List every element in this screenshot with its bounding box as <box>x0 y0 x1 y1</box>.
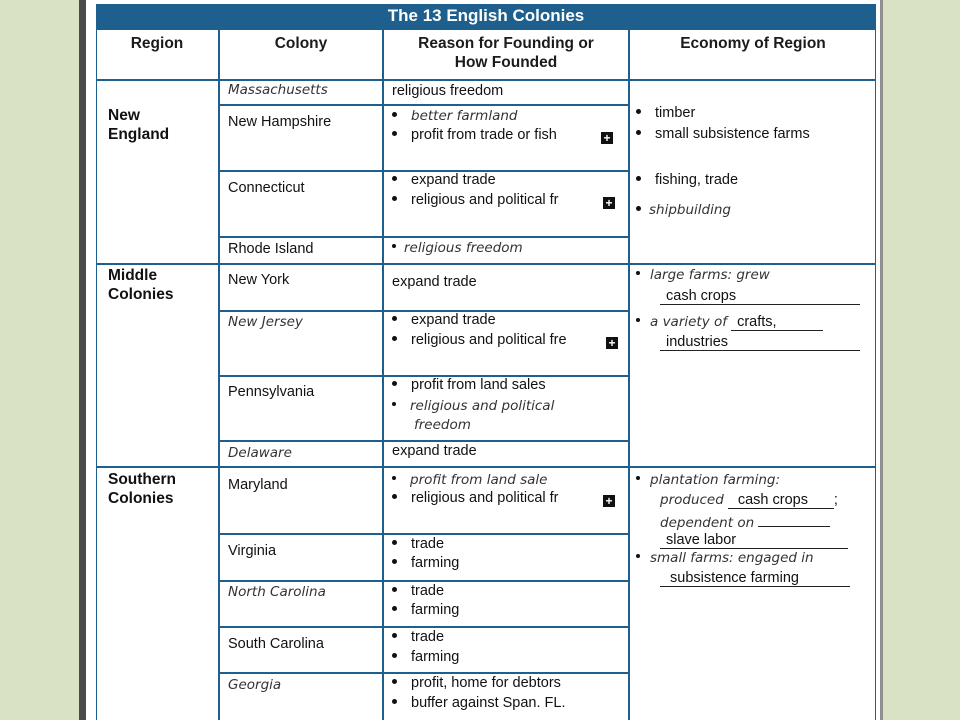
fill-blank <box>660 532 848 549</box>
economy-answer: cash crops <box>737 492 808 508</box>
bullet <box>392 381 397 386</box>
reason-item <box>392 583 444 599</box>
bullet <box>636 206 641 211</box>
bullet <box>392 131 397 136</box>
bullet <box>636 554 640 558</box>
bullet <box>392 679 397 684</box>
colony-connecticut: Connecticut <box>228 180 305 196</box>
region-label: England <box>108 126 170 143</box>
bullet <box>636 176 641 181</box>
reason-item <box>392 192 559 208</box>
economy-item <box>660 532 848 549</box>
economy-answer: slave labor <box>666 532 737 548</box>
reason-item <box>392 108 517 124</box>
reason-text: religious and political <box>410 398 555 414</box>
colonies-table <box>96 4 876 720</box>
economy-text: produced <box>660 492 724 508</box>
economy-item <box>660 334 860 351</box>
reason-item <box>392 377 546 393</box>
bullet <box>392 587 397 592</box>
economy-item <box>660 570 850 587</box>
reason-text: better farmland <box>411 108 518 124</box>
reason-text: religious freedom <box>404 240 523 256</box>
reason-item <box>392 127 557 143</box>
bullet <box>636 271 640 275</box>
economy-text: a variety of <box>650 314 728 330</box>
economy-item <box>660 288 860 305</box>
bullet <box>392 494 397 499</box>
grid-line <box>628 28 630 720</box>
reason-text: religious and political fr <box>411 490 559 506</box>
header-colony-label: Colony <box>274 35 328 52</box>
reason-item <box>392 172 496 188</box>
bullet <box>392 633 397 638</box>
reason-text: religious and political fre <box>411 332 567 348</box>
reason-text: freedom <box>414 417 471 433</box>
reason-text: religious and political fr <box>411 192 559 208</box>
bullet <box>392 559 397 564</box>
reason-text: trade <box>411 583 445 599</box>
colony-new-jersey: New Jersey <box>228 314 303 330</box>
economy-item <box>636 126 810 142</box>
reason-text: profit, home for debtors <box>411 675 561 691</box>
economy-item <box>636 202 731 218</box>
bullet <box>636 476 640 480</box>
colony-maryland: Maryland <box>228 477 288 493</box>
colony-rhode-island: Rhode Island <box>228 241 314 257</box>
header-region-label: Region <box>130 35 184 52</box>
bullet <box>392 316 397 321</box>
title-underline <box>96 28 876 30</box>
region-middle-colonies <box>96 266 216 304</box>
fill-blank <box>660 288 860 305</box>
reason-item <box>392 490 559 506</box>
reason-text: expand trade <box>411 312 496 328</box>
bullet <box>636 130 641 135</box>
table-title: The 13 English Colonies <box>96 4 876 28</box>
reason-item <box>392 332 567 348</box>
grid-line <box>218 533 628 535</box>
reason-text: farming <box>411 649 460 665</box>
economy-item <box>660 492 838 509</box>
economy-item <box>636 105 695 121</box>
economy-item <box>636 172 738 188</box>
economy-text: fishing, trade <box>655 172 739 188</box>
bullet <box>392 244 396 248</box>
region-label: Colonies <box>108 490 174 507</box>
economy-answer: subsistence farming <box>670 570 799 586</box>
bullet <box>392 699 397 704</box>
grid-line <box>96 466 876 468</box>
economy-text: dependent on <box>660 515 755 531</box>
economy-item <box>636 472 780 488</box>
bullet <box>392 476 396 480</box>
economy-text: timber <box>655 105 696 121</box>
slide <box>86 0 880 720</box>
bullet <box>392 653 397 658</box>
region-southern-colonies <box>96 470 216 508</box>
grid-line <box>96 263 876 265</box>
header-economy <box>630 31 876 79</box>
reason-item <box>414 417 471 433</box>
reason-item <box>392 695 566 711</box>
economy-item <box>636 314 823 331</box>
reason-item <box>392 602 459 618</box>
economy-text: shipbuilding <box>649 202 731 218</box>
expand-icon[interactable]: + <box>603 197 615 209</box>
economy-item <box>636 550 814 566</box>
bullet <box>392 540 397 545</box>
economy-text: small farms: engaged in <box>650 550 814 566</box>
grid-line <box>218 104 628 106</box>
colony-new-york: New York <box>228 272 290 288</box>
bullet <box>636 318 640 322</box>
bullet <box>392 112 397 117</box>
economy-answer: cash crops <box>666 288 737 304</box>
bullet <box>392 176 397 181</box>
grid-line <box>382 28 384 720</box>
colony-north-carolina: North Carolina <box>228 584 326 600</box>
reason-text: trade <box>411 629 445 645</box>
reason-text: expand trade <box>392 274 477 290</box>
bullet <box>636 109 641 114</box>
header-economy-label: Economy of Region <box>680 35 826 52</box>
colony-georgia: Georgia <box>228 677 282 693</box>
reason-text: religious freedom <box>392 83 504 99</box>
reason-item <box>392 536 444 552</box>
header-reason-line1: Reason for Founding or <box>418 35 594 52</box>
reason-item <box>392 555 459 571</box>
grid-line <box>875 28 876 720</box>
fill-blank <box>660 570 850 587</box>
header-reason-line2: How Founded <box>454 54 558 71</box>
economy-answer: industries <box>666 334 729 350</box>
slide-left-border <box>79 0 86 720</box>
reason-text: farming <box>411 602 460 618</box>
reason-text: profit from land sale <box>410 472 548 488</box>
region-label: Middle <box>108 267 158 284</box>
colony-new-hampshire: New Hampshire <box>228 114 332 130</box>
reason-text: buffer against Span. FL. <box>411 695 566 711</box>
colony-massachusetts: Massachusetts <box>228 82 328 98</box>
grid-line <box>218 626 628 628</box>
economy-text: large farms: grew <box>650 267 770 283</box>
region-label: Southern <box>108 471 177 488</box>
reason-item <box>392 629 444 645</box>
slide-right-border <box>880 0 883 720</box>
grid-line <box>218 440 628 442</box>
reason-text: profit from land sales <box>411 377 546 393</box>
reason-item <box>392 312 496 328</box>
reason-item <box>392 649 459 665</box>
reason-item <box>392 675 561 691</box>
colony-virginia: Virginia <box>228 543 277 559</box>
economy-text: ; <box>833 492 838 508</box>
region-label: New <box>108 107 140 124</box>
fill-blank <box>758 512 830 527</box>
fill-blank <box>660 334 860 351</box>
reason-text: expand trade <box>392 443 477 459</box>
reason-text: expand trade <box>411 172 496 188</box>
header-reason <box>384 31 628 79</box>
colony-delaware: Delaware <box>228 445 292 461</box>
economy-item <box>636 267 770 283</box>
fill-blank <box>731 314 823 331</box>
grid-line <box>96 79 876 81</box>
economy-answer: crafts, <box>737 314 777 330</box>
region-label: Colonies <box>108 286 174 303</box>
colony-south-carolina: South Carolina <box>228 636 324 652</box>
expand-icon[interactable]: + <box>601 132 613 144</box>
reason-item <box>392 240 523 256</box>
reason-text: trade <box>411 536 445 552</box>
reason-item <box>392 472 548 488</box>
region-new-england <box>96 106 216 144</box>
bullet <box>392 606 397 611</box>
grid-line <box>218 28 220 720</box>
fill-blank <box>728 492 834 509</box>
economy-text: small subsistence farms <box>655 126 810 142</box>
expand-icon[interactable]: + <box>606 337 618 349</box>
bullet <box>392 336 397 341</box>
economy-item <box>660 512 830 531</box>
reason-text: farming <box>411 555 460 571</box>
reason-item <box>392 398 554 414</box>
expand-icon[interactable]: + <box>603 495 615 507</box>
header-region <box>96 31 218 79</box>
grid-line <box>218 672 628 674</box>
header-colony <box>220 31 382 79</box>
grid-line <box>218 236 628 238</box>
bullet <box>392 402 396 406</box>
colony-pennsylvania: Pennsylvania <box>228 384 315 400</box>
grid-line <box>218 580 628 582</box>
reason-text: profit from trade or fish <box>411 127 557 143</box>
bullet <box>392 196 397 201</box>
economy-text: plantation farming: <box>650 472 781 488</box>
